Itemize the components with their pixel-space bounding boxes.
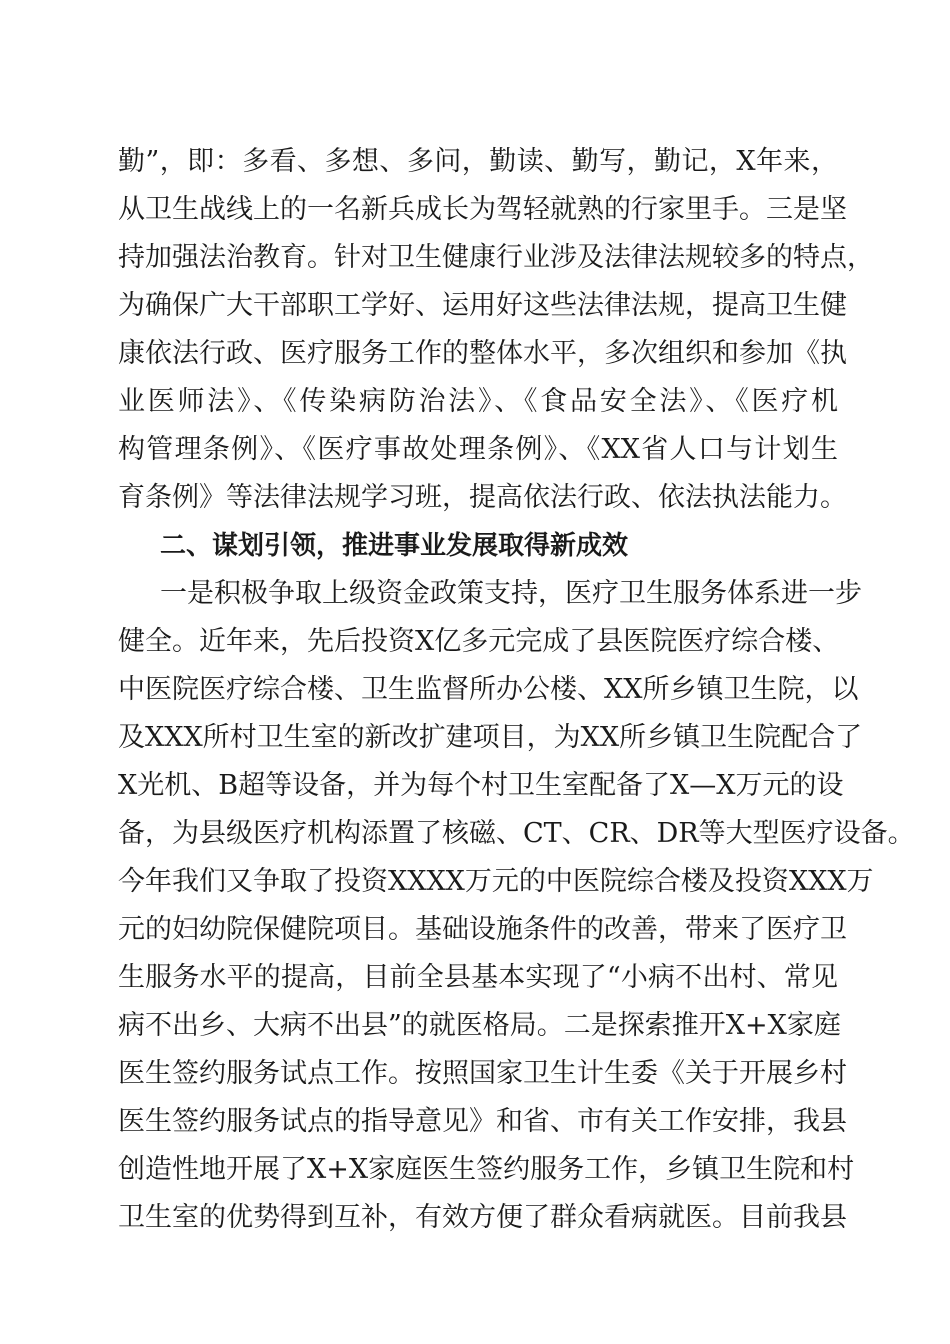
body-text-line: X光机、B超等设备，并为每个村卫生室配备了X—X万元的设: [118, 770, 844, 801]
body-text-line: 及XXX所村卫生室的新改扩建项目，为XX所乡镇卫生院配合了: [118, 722, 863, 753]
body-text-line: 中医院医疗综合楼、卫生监督所办公楼、XX所乡镇卫生院，以: [118, 674, 859, 705]
body-text-line: 卫生室的优势得到互补，有效方便了群众看病就医。目前我县: [118, 1202, 847, 1233]
body-text-line: 创造性地开展了X+X家庭医生签约服务工作，乡镇卫生院和村: [118, 1154, 855, 1185]
body-text-line: 医生签约服务试点工作。按照国家卫生计生委《关于开展乡村: [118, 1058, 847, 1089]
body-text-line: 健全。近年来，先后投资X亿多元完成了县医院医疗综合楼、: [118, 626, 840, 657]
paragraph-first-line: 一是积极争取上级资金政策支持，医疗卫生服务体系进一步: [160, 578, 862, 609]
body-text-line: 育条例》等法律法规学习班，提高依法行政、依法执法能力。: [118, 482, 847, 513]
body-text-line: 业医师法》、《传染病防治法》、《食品安全法》、《医疗机: [118, 386, 838, 417]
body-text-line: 元的妇幼院保健院项目。基础设施条件的改善，带来了医疗卫: [118, 914, 847, 945]
section-heading: 二、谋划引领，推进事业发展取得新成效: [160, 531, 629, 561]
body-text-line: 今年我们又争取了投资XXXX万元的中医院综合楼及投资XXX万: [118, 866, 874, 897]
body-text-line: 医生签约服务试点的指导意见》和省、市有关工作安排，我县: [118, 1106, 847, 1137]
body-text-line: 勤”，即：多看、多想、多问，勤读、勤写，勤记，X年来，: [118, 146, 838, 177]
body-text-line: 构管理条例》、《医疗事故处理条例》、《XX省人口与计划生: [118, 434, 838, 465]
body-text-line: 病不出乡、大病不出县”的就医格局。二是探索推开X+X家庭: [118, 1010, 841, 1041]
body-text-line: 备，为县级医疗机构添置了核磁、CT、CR、DR等大型医疗设备。: [118, 818, 915, 849]
body-text-line: 持加强法治教育。针对卫生健康行业涉及法律法规较多的特点，: [118, 242, 874, 273]
body-text-line: 为确保广大干部职工学好、运用好这些法律法规，提高卫生健: [118, 290, 847, 321]
body-text-line: 生服务水平的提高，目前全县基本实现了“小病不出村、常见: [118, 962, 838, 993]
body-text-line: 康依法行政、医疗服务工作的整体水平，多次组织和参加《执: [118, 338, 847, 369]
body-text-line: 从卫生战线上的一名新兵成长为驾轻就熟的行家里手。三是坚: [118, 194, 847, 225]
